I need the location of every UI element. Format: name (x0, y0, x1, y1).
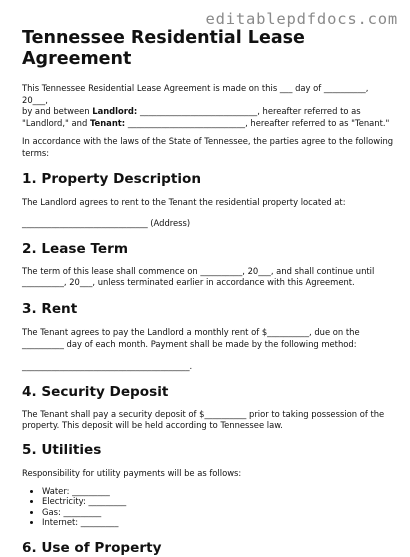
document-page (22, 28, 394, 557)
deposit-line-2: property. This deposit will be held according to Tennessee law. (22, 420, 283, 431)
list-item: • Internet: _________ (42, 517, 394, 528)
watermark: editablepdfdocs.com (205, 10, 398, 28)
section-heading-security-deposit: 4. Security Deposit (22, 383, 169, 400)
lease-term-line-1: The term of this lease shall commence on __________, 20___, and shall continue until (22, 265, 375, 276)
intro-line-2a: by and between (22, 106, 93, 117)
section-heading-rent: 3. Rent (22, 300, 78, 317)
lease-term-paragraph (22, 266, 394, 289)
tenant-label: Tenant: (89, 117, 126, 128)
section-heading-use-of-property: 6. Use of Property (22, 539, 162, 556)
list-item: • Electricity: _________ (42, 496, 394, 507)
address-line: ______________________________ (Address) (22, 218, 191, 229)
landlord-label: Landlord: (92, 106, 138, 117)
intro-line-1: This Tennessee Residential Lease Agreement is made on this ___ day of __________, 20___, (22, 83, 369, 105)
document-title: Tennessee Residential Lease Agreement (22, 28, 305, 69)
section-heading-utilities: 5. Utilities (22, 441, 102, 458)
intro-paragraph (22, 83, 394, 129)
list-item: • Gas: _________ (42, 507, 394, 518)
property-text: The Landlord agrees to rent to the Tenant the residential property located at: (22, 196, 346, 207)
deposit-paragraph (22, 409, 394, 432)
section-heading-property: 1. Property Description (22, 170, 202, 187)
laws-line-2: terms: (22, 147, 50, 158)
rent-paragraph (22, 327, 394, 350)
payment-method-line: ________________________________________. (22, 361, 193, 372)
deposit-line-1: The Tenant shall pay a security deposit of $__________ prior to taking possession of the (22, 408, 385, 419)
intro-line-3a: "Landlord," and (22, 117, 90, 128)
rent-line-2: __________ day of each month. Payment shall be made by the following method: (22, 338, 357, 349)
intro-line-2c: ____________________________, hereafter referred to as (137, 106, 361, 117)
rent-line-1: The Tenant agrees to pay the Landlord a monthly rent of $__________, due on the (22, 326, 360, 337)
list-item: • Water: _________ (42, 486, 394, 497)
section-heading-lease-term: 2. Lease Term (22, 240, 129, 257)
intro-line-3c: ____________________________, hereafter referred to as "Tenant." (125, 117, 390, 128)
lease-term-line-2: __________, 20___, unless terminated earlier in accordance with this Agreement. (22, 277, 355, 288)
utilities-text: Responsibility for utility payments will be as follows: (22, 467, 242, 478)
laws-paragraph (22, 136, 394, 159)
laws-line-1: In accordance with the laws of the State of Tennessee, the parties agree to the following (22, 136, 394, 147)
utilities-list (22, 486, 394, 528)
